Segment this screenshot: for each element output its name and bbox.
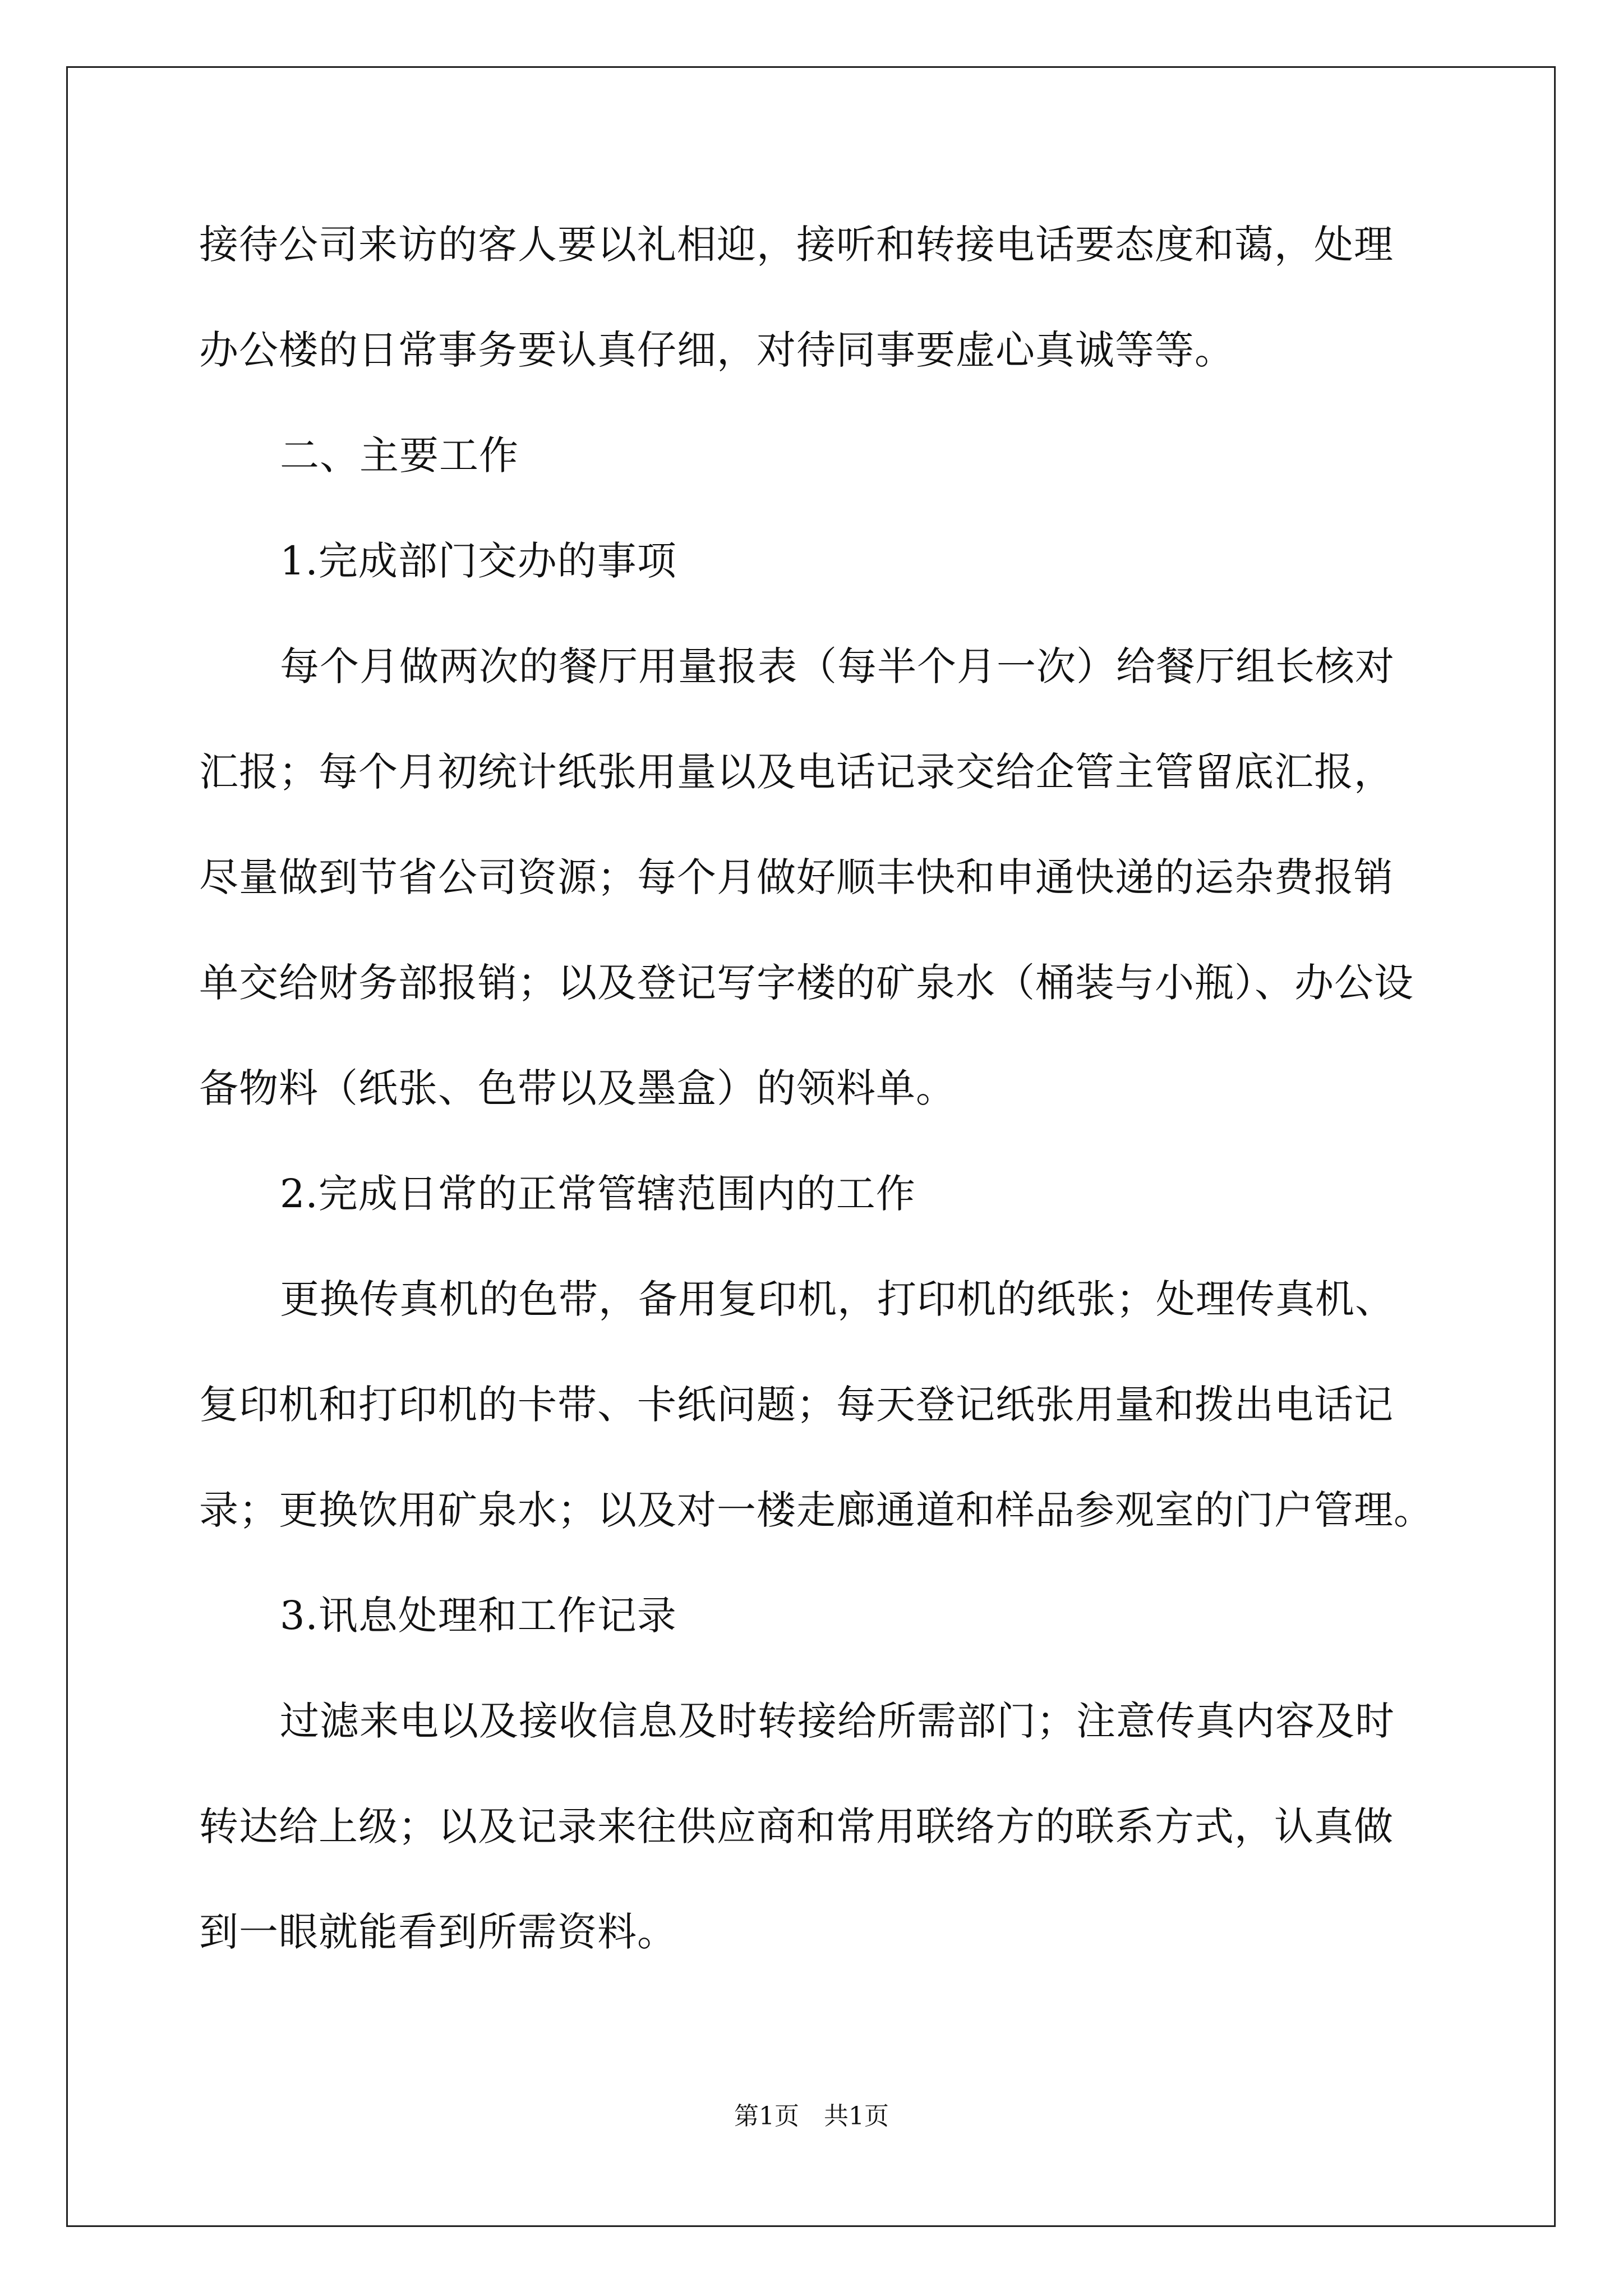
section-heading: 二、主要工作 [280, 432, 519, 478]
body-line: 汇报；每个月初统计纸张用量以及电话记录交给企管主管留底汇报， [199, 749, 1394, 795]
page-number-footer: 第1页 共1页 [734, 2102, 889, 2131]
body-line: 过滤来电以及接收信息及时转接给所需部门；注意传真内容及时 [280, 1698, 1395, 1744]
subsection-heading: 3.讯息处理和工作记录 [280, 1593, 677, 1639]
body-line: 到一眼就能看到所需资料。 [199, 1909, 677, 1955]
body-line: 尽量做到节省公司资源；每个月做好顺丰快和申通快递的运杂费报销 [199, 854, 1394, 900]
body-line: 复印机和打印机的卡带、卡纸问题；每天登记纸张用量和拨出电话记 [199, 1382, 1394, 1428]
body-line: 录；更换饮用矿泉水；以及对一楼走廊通道和样品参观室的门户管理。 [199, 1487, 1433, 1533]
body-line: 备物料（纸张、色带以及墨盒）的领料单。 [199, 1065, 956, 1111]
body-line: 单交给财务部报销；以及登记写字楼的矿泉水（桶装与小瓶）、办公设 [199, 960, 1414, 1006]
body-line: 接待公司来访的客人要以礼相迎，接听和转接电话要态度和蔼，处理 [199, 222, 1394, 268]
body-line: 更换传真机的色带，备用复印机，打印机的纸张；处理传真机、 [280, 1276, 1395, 1322]
subsection-heading: 2.完成日常的正常管辖范围内的工作 [280, 1171, 916, 1217]
document-body [199, 218, 1433, 1959]
subsection-heading: 1.完成部门交办的事项 [280, 538, 677, 584]
body-line: 办公楼的日常事务要认真仔细，对待同事要虚心真诚等等。 [199, 327, 1234, 373]
body-line: 每个月做两次的餐厅用量报表（每半个月一次）给餐厅组长核对 [280, 643, 1395, 689]
body-line: 转达给上级；以及记录来往供应商和常用联络方的联系方式，认真做 [199, 1803, 1394, 1849]
